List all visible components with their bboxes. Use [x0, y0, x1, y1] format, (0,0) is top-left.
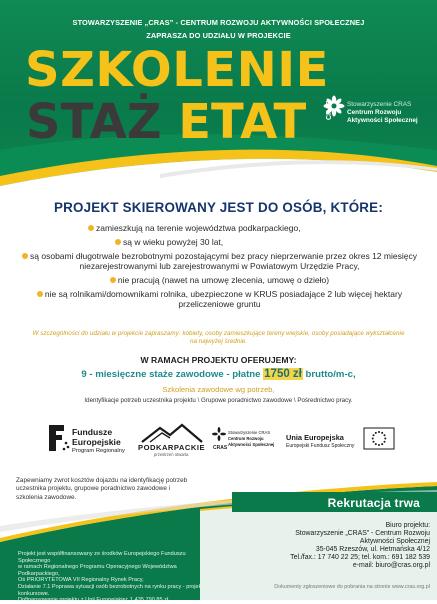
- bullet-icon: [22, 253, 28, 259]
- bullet-icon: [88, 225, 94, 231]
- flower-icon: [212, 427, 226, 451]
- recruitment-label: Rekrutacja trwa: [327, 496, 420, 510]
- funding-line: Projekt jest współfinansowany ze środków Europejskiego Funduszu Społecznego: [18, 551, 186, 564]
- fe-line-2: Europejskie: [72, 437, 121, 447]
- podkarpackie-name: PODKARPACKIE: [138, 443, 206, 452]
- fe-line-1: Fundusze: [72, 427, 113, 437]
- offer-internship-line: [0, 368, 437, 380]
- logo-cras-small: [212, 427, 275, 457]
- funding-line: Działanie 7.1 Poprawa sytuacji osób bezrobotnych na rynku pracy - projekty konkursowe.: [18, 583, 206, 597]
- project-office: [250, 522, 430, 570]
- funding-line: Dofinansowanie projektu z Unii Europejskiej: 1 435 790,85 zł: [18, 597, 169, 604]
- office-line: Tel./fax.: 17 740 22 25; tel. kom.: 691 182 539: [290, 554, 430, 561]
- list-item: są osobami długotrwale bezrobotnymi pozostającymi bez pracy nieprzerwanie przez okres 12 miesięcy niezarejestrowanymi lub zarejestrowanymi w Powiatowym Urzędzie Pracy,: [22, 251, 417, 272]
- offer-suffix: brutto/m-c,: [302, 369, 356, 380]
- documents-download-line[interactable]: Dokumenty zgłoszeniowe do pobrania na stronie www.cras.org.pl: [274, 584, 430, 590]
- title-staz-etat: [26, 94, 307, 150]
- bullet-icon: [110, 277, 116, 283]
- organization-line: STOWARZYSZENIE „CRAS” - CENTRUM ROZWOJU AKTYWNOŚCI SPOŁECZNEJ: [72, 18, 365, 27]
- office-email[interactable]: e-mail: biuro@cras.org.pl: [352, 562, 430, 569]
- cras-line-1: Stowarzyszenie CRAS: [347, 101, 412, 108]
- cras-line-3: Aktywności Społecznej: [347, 117, 418, 124]
- funding-line: Oś PRIORYTETOWA VII Regionalny Rynek Pracy,: [18, 577, 144, 584]
- funding-info: [18, 551, 208, 604]
- cras-line-2: Centrum Rozwoju: [347, 109, 402, 116]
- travel-reimbursement-note: Zapewniamy zwrot kosztów dojazdu na identyfikację potrzeb uczestnika projektu, grupowe poradnictwo zawodowe i szkolenia zawodowe.: [16, 477, 188, 501]
- office-line: Stowarzyszenie „CRAS” - Centrum Rozwoju: [295, 530, 430, 537]
- offer-prefix: 9 - miesięczne staże zawodowe - płatne: [81, 369, 264, 380]
- office-line: Biuro projektu:: [385, 522, 430, 529]
- cras-small-line-3: Aktywności Społecznej: [228, 442, 275, 447]
- header-banner: [0, 0, 437, 192]
- eu-flag-icon: [364, 428, 394, 449]
- offer-heading: W RAMACH PROJEKTU OFERUJEMY:: [140, 355, 297, 365]
- ue-line-2: Europejski Fundusz Społeczny: [286, 443, 355, 449]
- bullet-icon: [37, 291, 43, 297]
- title-staz: STAŻ: [26, 94, 162, 150]
- main-heading: PROJEKT SKIEROWANY JEST DO OSÓB, KTÓRE:: [54, 200, 383, 215]
- criteria-list: [22, 223, 417, 313]
- funding-line: w ramach Regionalnego Programu Operacyjnego Województwa Podkarpackiego,: [18, 564, 177, 577]
- offer-services-line: Identyfikacje potrzeb uczestnika projektu \ Grupowe poradnictwo zawodowe \ Pośrednictwo pracy.: [84, 397, 353, 404]
- bullet-icon: [115, 239, 121, 245]
- cras-small-line-2: Centrum Rozwoju: [228, 436, 264, 441]
- logo-unia-europejska: [286, 427, 396, 457]
- svg-text:CRAS: CRAS: [213, 445, 228, 451]
- title-szkolenie: SZKOLENIE: [25, 42, 329, 98]
- list-item: nie pracują (nawet na umowę zlecenia, umowę o dzieło): [22, 275, 417, 285]
- list-item: zamieszkują na terenie województwa podkarpackiego,: [22, 223, 417, 233]
- fe-line-3: Program Regionalny: [72, 448, 125, 454]
- cras-small-line-1: Stowarzyszenie CRAS: [228, 430, 271, 435]
- podkarpackie-sub: przestrzeń otwarta: [154, 452, 189, 457]
- offer-amount: 1750 zł: [264, 368, 302, 380]
- podkarpackie-mountains-icon: [136, 423, 208, 443]
- logo-fundusze-europejskie: [46, 421, 132, 457]
- cras-logo: [323, 93, 426, 139]
- list-item: nie są rolnikami/domownikami rolnika, ubezpieczone w KRUS posiadające 2 lub więcej hektary przeliczeniowe gruntu: [22, 289, 417, 310]
- offer-training-line: Szkolenia zawodowe wg potrzeb,: [162, 385, 275, 394]
- cras-mark: CRAS: [326, 100, 333, 120]
- fe-stars-icon: [46, 423, 70, 453]
- ue-line-1: Unia Europejska: [286, 433, 344, 442]
- title-etat: ETAT: [178, 94, 307, 150]
- list-item: są w wieku powyżej 30 lat,: [22, 237, 417, 247]
- logo-podkarpackie: [136, 423, 208, 457]
- office-line: 35-045 Rzeszów, ul. Hetmańska 4/12: [315, 546, 430, 553]
- invitation-note: W szczególności do udziału w projekcie zapraszamy: kobiety, osoby zamieszkujące tereny wiejskie, osoby posiadające wykształcenie na najwyżej średnie.: [32, 330, 405, 346]
- office-line: Aktywności Społecznej: [359, 538, 430, 545]
- invite-line: ZAPRASZA DO UDZIAŁU W PROJEKCIE: [146, 31, 291, 40]
